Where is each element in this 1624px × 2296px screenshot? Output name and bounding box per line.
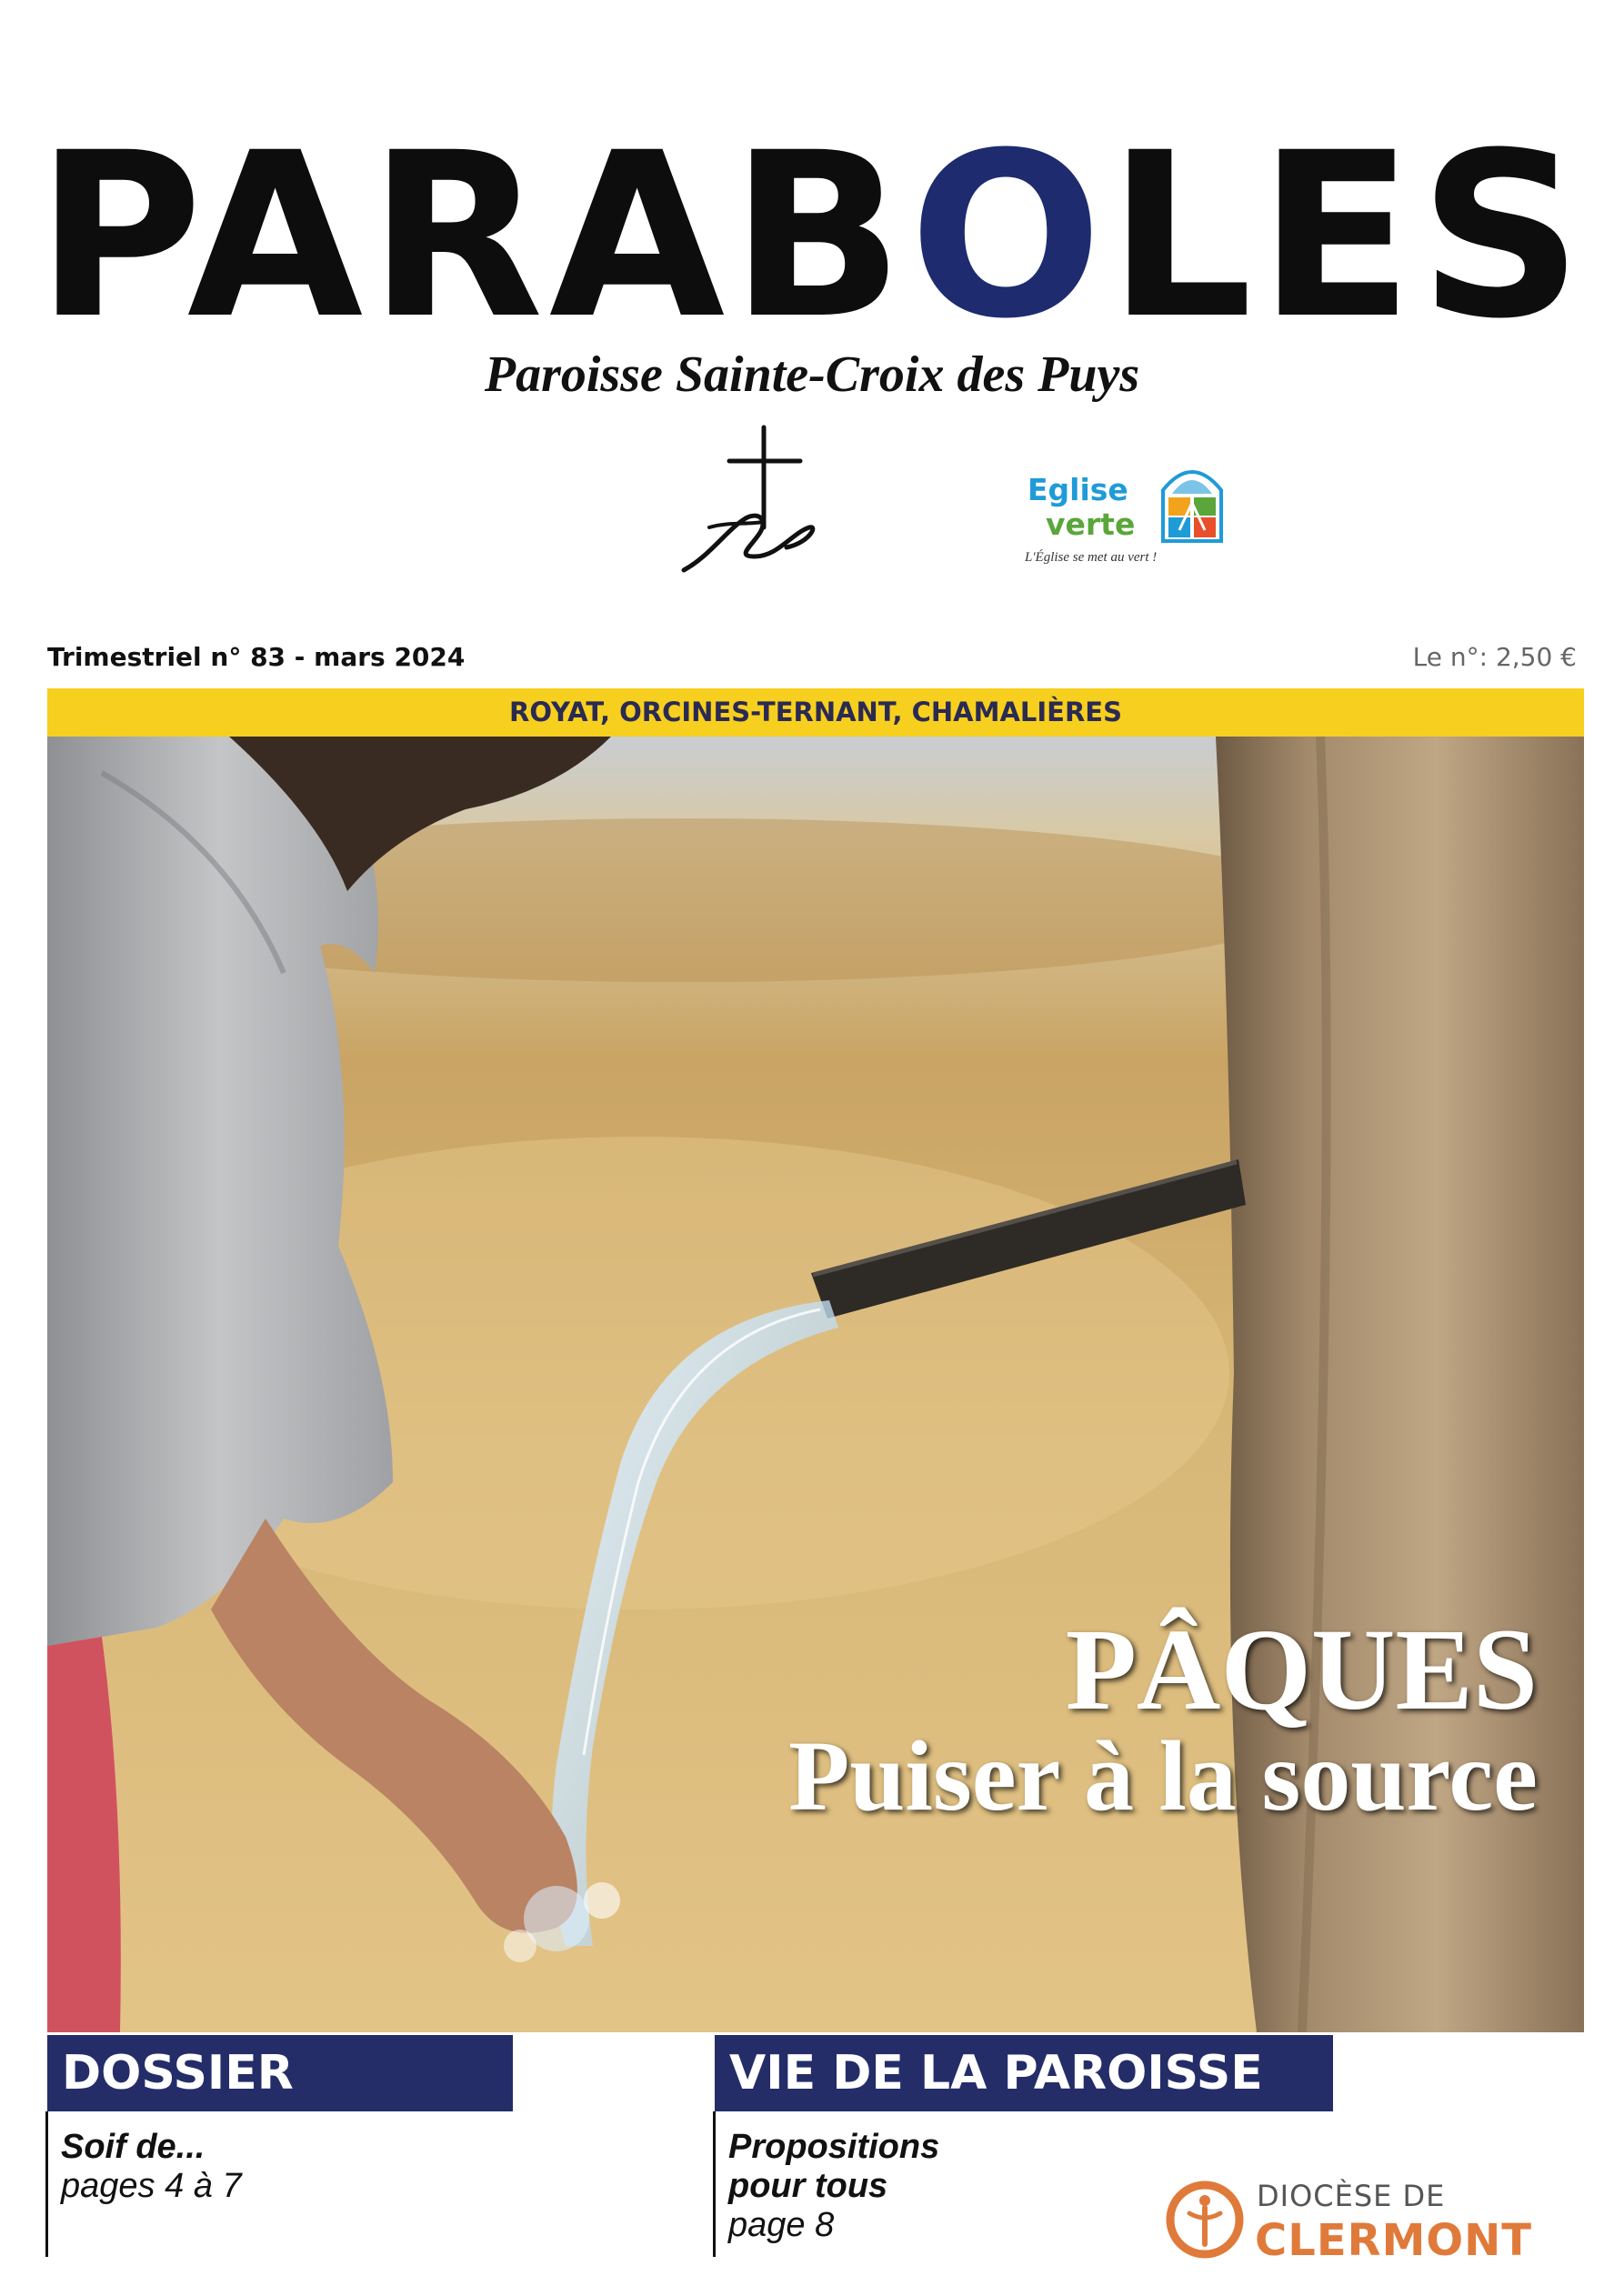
headline-subtitle: Puiser à la source [788, 1720, 1538, 1831]
parish-towns-band: ROYAT, ORCINES-TERNANT, CHAMALIÈRES [47, 688, 1584, 737]
eglise-verte-logo [1025, 459, 1237, 577]
dossier-pages: pages 4 à 7 [61, 2167, 242, 2205]
issue-number: Trimestriel n° 83 - mars 2024 [47, 642, 466, 672]
dossier-teaser [45, 2111, 242, 2257]
eglise-verte-word1: Eglise [1028, 472, 1128, 507]
cover-photo [47, 737, 1584, 2032]
diocese-line2: CLERMONT [1255, 2215, 1533, 2266]
eglise-verte-tagline: L'Église se met au vert ! [1025, 550, 1158, 565]
stained-glass-icon [1159, 459, 1225, 543]
dossier-heading: DOSSIER [47, 2035, 513, 2111]
dossier-title: Soif de... [61, 2128, 206, 2166]
headline-title: PÂQUES [1065, 1605, 1538, 1734]
vie-title-line1: Propositions [728, 2128, 940, 2166]
cross-logo-icon [673, 420, 855, 584]
eglise-verte-word2: verte [1046, 506, 1136, 542]
vie-paroisse-heading: VIE DE LA PAROISSE [715, 2035, 1333, 2111]
magazine-title [0, 104, 1624, 368]
parish-subtitle: Paroisse Sainte-Croix des Puys [484, 346, 1140, 403]
title-o-letter: O [908, 104, 1108, 368]
diocese-figure-icon [1164, 2179, 1246, 2261]
vie-pages: page 8 [728, 2206, 835, 2244]
title-part-2: LES [1108, 104, 1589, 368]
title-part-1: PARAB [35, 104, 909, 368]
diocese-line1: DIOCÈSE DE [1257, 2179, 1446, 2213]
vie-title-line2: pour tous [728, 2167, 888, 2205]
diocese-logo [1164, 2175, 1555, 2275]
vie-paroisse-teaser [713, 2111, 939, 2257]
issue-price: Le n°: 2,50 € [1412, 642, 1577, 672]
cover-headline [788, 1605, 1538, 1831]
